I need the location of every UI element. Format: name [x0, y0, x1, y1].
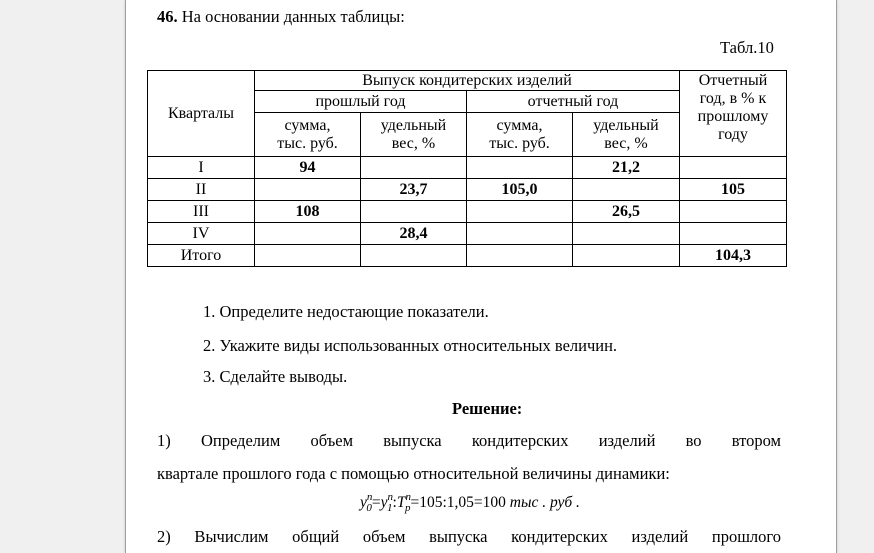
formula-value: =105:1,05=100 — [410, 494, 506, 511]
table-row — [148, 223, 787, 245]
formula-subscript: 0 — [366, 502, 372, 514]
cell-prev-share: 28,4 — [361, 223, 467, 245]
task-item: 1. Определите недостающие показатели. — [203, 302, 489, 321]
header-line: тыс. руб. — [489, 134, 550, 152]
cell-prev-sum: 108 — [255, 201, 361, 223]
header-line: тыс. руб. — [277, 134, 338, 152]
cell-curr-share — [573, 223, 680, 245]
solution-title: Решение: — [452, 399, 523, 418]
cell-ratio — [680, 223, 787, 245]
formula-superscript: п — [405, 491, 411, 503]
cell-curr-share — [573, 179, 680, 201]
header-ratio — [680, 71, 787, 157]
solution-paragraph: 1) Определим объем выпуска кондитерских изделий во втором — [157, 431, 781, 450]
formula-superscript: п — [387, 491, 394, 503]
cell-prev-sum: 94 — [255, 157, 361, 179]
cell-ratio: 105 — [680, 179, 787, 201]
task-item: 2. Укажите виды использованных относительных величин. — [203, 336, 618, 355]
data-table — [147, 70, 787, 267]
formula-symbol: y — [360, 494, 367, 511]
problem-statement: На основании данных таблицы: — [177, 7, 405, 26]
cell-curr-sum — [467, 201, 573, 223]
header-prev-sum — [255, 113, 361, 157]
solution-paragraph: квартале прошлого года с помощью относительной величины динамики: — [157, 464, 670, 483]
cell-curr-share: 26,5 — [573, 201, 680, 223]
table-row — [148, 201, 787, 223]
header-line: сумма, — [496, 116, 543, 134]
table-caption: Табл.10 — [720, 38, 774, 57]
row-label: Итого — [148, 245, 255, 267]
cell-ratio — [680, 201, 787, 223]
dynamics-formula — [360, 491, 580, 514]
row-label: I — [148, 157, 255, 179]
cell-ratio — [680, 157, 787, 179]
header-quarters: Кварталы — [148, 71, 255, 157]
formula-operator: = — [371, 494, 381, 511]
cell-prev-sum — [255, 179, 361, 201]
header-ratio-line: Отчетный — [698, 72, 768, 89]
header-prev-year: прошлый год — [255, 91, 467, 113]
header-line: сумма, — [284, 116, 331, 134]
cell-prev-share — [361, 157, 467, 179]
header-ratio-line: прошлому — [697, 108, 769, 125]
cell-prev-sum — [255, 223, 361, 245]
table-row — [148, 157, 787, 179]
cell-curr-share — [573, 245, 680, 267]
header-line: вес, % — [604, 134, 648, 152]
problem-number: 46. — [157, 7, 178, 26]
formula-subscript: р — [404, 502, 411, 514]
formula-unit: тыс . руб . — [505, 494, 580, 511]
header-curr-sum — [467, 113, 573, 157]
problem-heading — [157, 7, 405, 27]
formula-operator: : — [392, 494, 397, 511]
table-row — [148, 179, 787, 201]
cell-ratio: 104,3 — [680, 245, 787, 267]
header-line: удельный — [380, 116, 447, 134]
solution-paragraph: 2) Вычислим общий объем выпуска кондитерских изделий прошлого — [157, 527, 781, 546]
header-ratio-line: году — [718, 126, 748, 143]
header-curr-share — [573, 113, 680, 157]
row-label: II — [148, 179, 255, 201]
header-line: вес, % — [391, 134, 436, 152]
cell-curr-sum — [467, 245, 573, 267]
header-output: Выпуск кондитерских изделий — [255, 71, 680, 91]
header-line: удельный — [593, 116, 659, 134]
formula-symbol: T — [396, 494, 406, 511]
cell-prev-sum — [255, 245, 361, 267]
formula-subscript: 1 — [387, 502, 393, 514]
header-curr-year: отчетный год — [467, 91, 680, 113]
row-label: IV — [148, 223, 255, 245]
task-item: 3. Сделайте выводы. — [203, 367, 348, 386]
formula-superscript: п — [366, 491, 373, 503]
cell-prev-share — [361, 245, 467, 267]
table-row-total — [148, 245, 787, 267]
cell-curr-share: 21,2 — [573, 157, 680, 179]
header-prev-share — [361, 113, 467, 157]
header-ratio-line: год, в % к — [699, 90, 767, 107]
formula-symbol: y — [380, 494, 388, 511]
cell-curr-sum: 105,0 — [467, 179, 573, 201]
cell-curr-sum — [467, 223, 573, 245]
cell-curr-sum — [467, 157, 573, 179]
cell-prev-share — [361, 201, 467, 223]
cell-prev-share: 23,7 — [361, 179, 467, 201]
row-label: III — [148, 201, 255, 223]
